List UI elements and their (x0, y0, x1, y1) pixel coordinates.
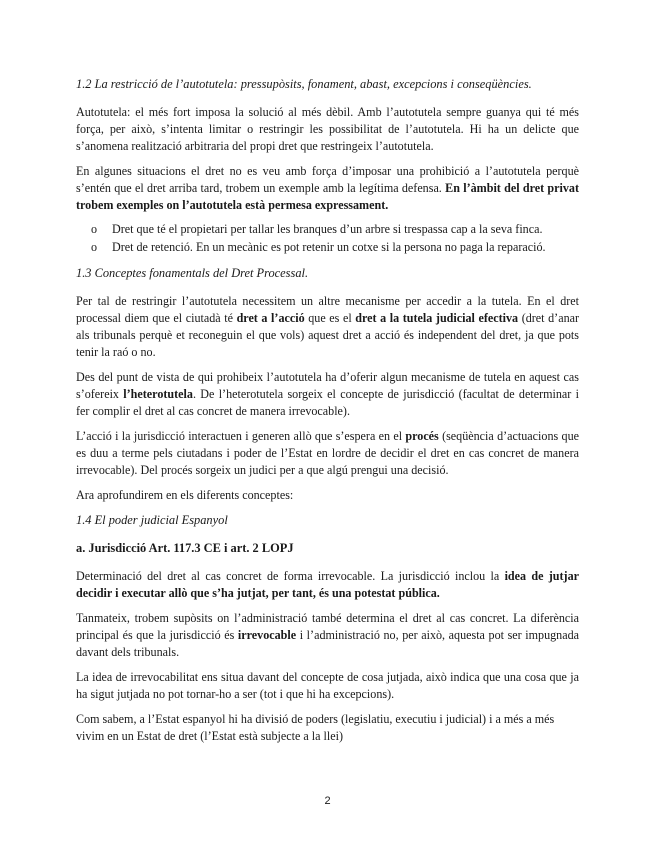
heading-1-4: 1.4 El poder judicial Espanyol (76, 513, 228, 527)
heading-1-2: 1.2 La restricció de l’autotutela: pressupòsits, fonament, abast, excepcions i conseqüències. (76, 77, 532, 91)
paragraph-dret-accio (76, 293, 579, 361)
paragraph-heterotutela (76, 369, 579, 420)
paragraph-determinacio (76, 568, 579, 602)
paragraph-text: que es el (304, 311, 356, 325)
paragraph-dret-privat (76, 163, 579, 214)
bullet-circle: o (91, 222, 98, 236)
bold-text: dret a l’acció (236, 311, 305, 325)
bullet-circle: o (91, 240, 98, 254)
paragraph-administracio (76, 610, 579, 661)
bold-text: l’heterotutela (123, 387, 193, 401)
paragraph-text: Tanmateix, trobem supòsits on l’administració també determina el dret al cas concret. La diferència principal és que la jurisdicció és (76, 611, 579, 642)
list-item-text: Dret de retenció. En un mecànic es pot retenir un cotxe si la persona no paga la reparació. (112, 240, 546, 254)
paragraph-text: (dret d’anar als tribunals perquè et reconeguin el que vols) aquest dret a acció és independent del dret, ja que pots tenir la raó o no. (76, 311, 580, 359)
paragraph-cosa-jutjada: La idea de irrevocabilitat ens situa davant del concepte de cosa jutjada, això indica que una cosa que ja ha sigut jutjada no pot tornar-ho a ser (tot i que hi ha excepcions). (76, 670, 579, 701)
bold-text: dret a la tutela judicial efectiva (355, 311, 519, 325)
page-number: 2 (324, 795, 331, 807)
paragraph-divisio-poders: Com sabem, a l’Estat espanyol hi ha divisió de poders (legislatiu, executiu i judicial) i a més a més vivim en un Estat de dret (l’Estat està subjecte a la llei) (76, 712, 555, 743)
paragraph-text: L’acció i la jurisdicció interactuen i generen allò que s’espera en el (76, 429, 406, 443)
subheading-jurisdiccio: a. Jurisdicció Art. 117.3 CE i art. 2 LOPJ (76, 541, 294, 555)
paragraph-autotutela: Autotutela: el més fort imposa la solució al més dèbil. Amb l’autotutela sempre guanya qui té més força, per això, s’intenta limitar o restringir les possibilitat de l’autotutela. Hi ha un delicte que s’anomena realització arbitraria del propi dret que restringeix l’autotutela. (76, 105, 579, 153)
list-item (76, 220, 579, 238)
paragraph-text: (seqüència d’actuacions que es duu a terme pels ciutadans i poder de l’Estat en lordre de decidir el dret en cas concret de manera irrevocable). Del procés sorgeix un judici per a que algú prengui una decisió. (76, 429, 579, 477)
page-content (76, 76, 579, 753)
bold-text: irrevocable (237, 628, 297, 642)
paragraph-text: Per tal de restringir l’autotutela necessitem un altre mecanisme per accedir a la tutela. En el dret processal diem que el ciutadà té (76, 294, 579, 325)
paragraph-conceptes: Ara aprofundirem en els diferents conceptes: (76, 488, 294, 502)
example-list (76, 220, 579, 256)
bold-text: En l’àmbit del dret privat trobem exemples on l’autotutela està permesa expressament. (76, 181, 579, 212)
heading-1-3: 1.3 Conceptes fonamentals del Dret Processal. (76, 266, 309, 280)
paragraph-text: Determinació del dret al cas concret de forma irrevocable. La jurisdicció inclou la (76, 569, 505, 583)
paragraph-text: . De l’heterotutela sorgeix el concepte de jurisdicció (facultat de determinar i fer complir el dret al cas concret de manera irrevocable). (76, 387, 579, 418)
bold-text: idea de jutjar decidir i executar allò que s’ha jutjat, per tant, és una potestat pública. (76, 569, 579, 600)
paragraph-text: Des del punt de vista de qui prohibeix l’autotutela ha d’oferir algun mecanisme de tutela en aquest cas s’ofereix (76, 370, 579, 401)
paragraph-text: En algunes situacions el dret no es veu amb força d’imposar una prohibició a l’autotutela perquè s’entén que el dret arriba tard, trobem un exemple amb la legítima defensa. (76, 164, 579, 195)
list-item-text: Dret que té el propietari per tallar les branques d’un arbre si trespassa cap a la seva finca. (112, 222, 543, 236)
paragraph-proces (76, 428, 579, 479)
bold-text: procés (405, 429, 439, 443)
paragraph-text: i l’administració no, per això, aquesta pot ser impugnada davant dels tribunals. (76, 628, 579, 659)
list-item (76, 238, 579, 256)
